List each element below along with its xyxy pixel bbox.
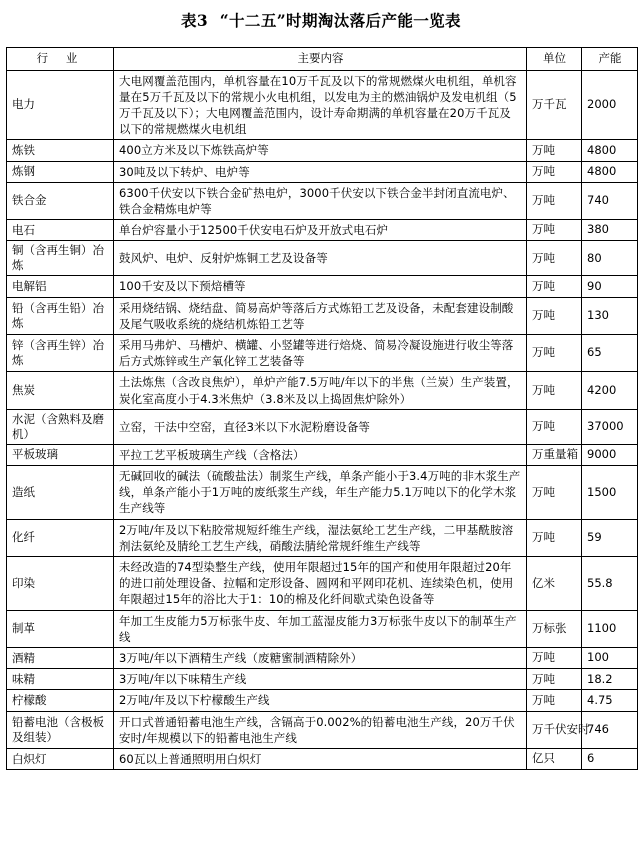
- cell-capacity: 100: [582, 647, 638, 668]
- table-row: [7, 182, 638, 219]
- column-header-industry: 行 业: [7, 48, 114, 71]
- cell-unit: 万吨: [527, 465, 582, 519]
- table-row: [7, 647, 638, 668]
- cell-unit: 万千伏安时: [527, 711, 582, 748]
- table-container: [6, 47, 637, 770]
- cell-industry: 制革: [7, 610, 114, 647]
- cell-capacity: 1500: [582, 465, 638, 519]
- cell-content: 土法炼焦（含改良焦炉），单炉产能7.5万吨/年以下的半焦（兰炭）生产装置，炭化室高度小于4.3米焦炉（3.8米及以上捣固焦炉除外）: [114, 372, 527, 409]
- cell-unit: 万吨: [527, 409, 582, 444]
- cell-capacity: 55.8: [582, 556, 638, 610]
- cell-industry: 酒精: [7, 647, 114, 668]
- cell-industry: 电力: [7, 70, 114, 140]
- cell-industry: 炼钢: [7, 161, 114, 182]
- cell-capacity: 1100: [582, 610, 638, 647]
- cell-unit: 万标张: [527, 610, 582, 647]
- cell-content: 6300千伏安以下铁合金矿热电炉，3000千伏安以下铁合金半封闭直流电炉、铁合金精炼电炉等: [114, 182, 527, 219]
- cell-industry: 锌（含再生锌）冶炼: [7, 334, 114, 371]
- cell-content: 3万吨/年以下酒精生产线（废糖蜜制酒精除外）: [114, 647, 527, 668]
- cell-unit: 亿只: [527, 749, 582, 770]
- cell-content: 采用马弗炉、马槽炉、横罐、小竖罐等进行焙烧、简易冷凝设施进行收尘等落后方式炼锌或生产氧化锌工艺装备等: [114, 334, 527, 371]
- cell-content: 年加工生皮能力5万标张牛皮、年加工蓝湿皮能力3万标张牛皮以下的制革生产线: [114, 610, 527, 647]
- cell-content: 平拉工艺平板玻璃生产线（含格法）: [114, 444, 527, 465]
- cell-unit: 万吨: [527, 276, 582, 297]
- column-header-unit: 单位: [527, 48, 582, 71]
- cell-capacity: 80: [582, 241, 638, 276]
- table-row: [7, 161, 638, 182]
- cell-unit: 亿米: [527, 556, 582, 610]
- cell-capacity: 380: [582, 220, 638, 241]
- cell-content: 大电网覆盖范围内，单机容量在10万千瓦及以下的常规燃煤火电机组，单机容量在5万千瓦及以下的常规小火电机组，以发电为主的燃油锅炉及发电机组（5万千瓦及以下）；大电网覆盖范围内，设计寿命期满的单机容量在20万千瓦及以下的常规燃煤火电机组: [114, 70, 527, 140]
- table-row: [7, 556, 638, 610]
- cell-content: 鼓风炉、电炉、反射炉炼铜工艺及设备等: [114, 241, 527, 276]
- cell-industry: 电石: [7, 220, 114, 241]
- cell-content: 无碱回收的碱法（硫酸盐法）制浆生产线，单条产能小于3.4万吨的非木浆生产线，单条产能小于1万吨的废纸浆生产线，年生产能力5.1万吨以下的化学木浆生产线等: [114, 465, 527, 519]
- column-header-content: 主要内容: [114, 48, 527, 71]
- cell-unit: 万吨: [527, 182, 582, 219]
- table-row: [7, 334, 638, 371]
- cell-content: 开口式普通铅蓄电池生产线，含镉高于0.002%的铅蓄电池生产线，20万千伏安时/年规模以下的铅蓄电池生产线: [114, 711, 527, 748]
- cell-unit: 万吨: [527, 334, 582, 371]
- cell-industry: 化纤: [7, 519, 114, 556]
- table-row: [7, 519, 638, 556]
- table-row: [7, 241, 638, 276]
- cell-capacity: 4200: [582, 372, 638, 409]
- cell-industry: 铅蓄电池（含极板及组装）: [7, 711, 114, 748]
- cell-capacity: 130: [582, 297, 638, 334]
- cell-industry: 铁合金: [7, 182, 114, 219]
- page-title: 表3 “十二五”时期淘汰落后产能一览表: [181, 11, 461, 30]
- cell-unit: 万吨: [527, 297, 582, 334]
- cell-capacity: 746: [582, 711, 638, 748]
- cell-unit: 万吨: [527, 372, 582, 409]
- cell-capacity: 90: [582, 276, 638, 297]
- table-row: [7, 465, 638, 519]
- cell-content: 单台炉容量小于12500千伏安电石炉及开放式电石炉: [114, 220, 527, 241]
- cell-industry: 味精: [7, 669, 114, 690]
- table-row: [7, 409, 638, 444]
- cell-capacity: 2000: [582, 70, 638, 140]
- cell-industry: 炼铁: [7, 140, 114, 161]
- cell-unit: 万吨: [527, 669, 582, 690]
- cell-content: 2万吨/年及以下粘胶常规短纤维生产线，湿法氨纶工艺生产线，二甲基酰胺溶剂法氨纶及腈纶工艺生产线，硝酸法腈纶常规纤维生产线等: [114, 519, 527, 556]
- cell-content: 立窑，干法中空窑，直径3米以下水泥粉磨设备等: [114, 409, 527, 444]
- obsolete-capacity-table: [6, 47, 638, 770]
- cell-content: 采用烧结锅、烧结盘、简易高炉等落后方式炼铅工艺及设备，未配套建设制酸及尾气吸收系统的烧结机炼铅工艺等: [114, 297, 527, 334]
- cell-unit: 万吨: [527, 519, 582, 556]
- cell-unit: 万吨: [527, 241, 582, 276]
- cell-capacity: 4.75: [582, 690, 638, 711]
- cell-content: 2万吨/年及以下柠檬酸生产线: [114, 690, 527, 711]
- cell-unit: 万千瓦: [527, 70, 582, 140]
- cell-industry: 水泥（含熟料及磨机）: [7, 409, 114, 444]
- cell-capacity: 740: [582, 182, 638, 219]
- cell-content: 30吨及以下转炉、电炉等: [114, 161, 527, 182]
- cell-unit: 万吨: [527, 647, 582, 668]
- table-row: [7, 70, 638, 140]
- table-body: [7, 70, 638, 770]
- cell-capacity: 4800: [582, 140, 638, 161]
- table-row: [7, 220, 638, 241]
- cell-content: 100千安及以下预焙槽等: [114, 276, 527, 297]
- table-row: [7, 140, 638, 161]
- cell-capacity: 9000: [582, 444, 638, 465]
- table-row: [7, 669, 638, 690]
- table-row: [7, 444, 638, 465]
- cell-industry: 焦炭: [7, 372, 114, 409]
- cell-content: 3万吨/年以下味精生产线: [114, 669, 527, 690]
- table-row: [7, 610, 638, 647]
- table-row: [7, 749, 638, 770]
- table-row: [7, 372, 638, 409]
- table-header: [7, 48, 638, 71]
- column-header-capacity: 产能: [582, 48, 638, 71]
- cell-industry: 电解铝: [7, 276, 114, 297]
- cell-capacity: 65: [582, 334, 638, 371]
- cell-unit: 万吨: [527, 220, 582, 241]
- table-header-row: [7, 48, 638, 71]
- cell-industry: 印染: [7, 556, 114, 610]
- cell-capacity: 6: [582, 749, 638, 770]
- cell-industry: 柠檬酸: [7, 690, 114, 711]
- table-row: [7, 276, 638, 297]
- cell-content: 未经改造的74型染整生产线，使用年限超过15年的国产和使用年限超过20年的进口前处理设备、拉幅和定形设备、圆网和平网印花机、连续染色机，使用年限超过15年的浴比大于1：10的棉及化纤间歇式染色设备等: [114, 556, 527, 610]
- table-row: [7, 711, 638, 748]
- cell-content: 60瓦以上普通照明用白炽灯: [114, 749, 527, 770]
- cell-unit: 万重量箱: [527, 444, 582, 465]
- cell-unit: 万吨: [527, 690, 582, 711]
- cell-industry: 白炽灯: [7, 749, 114, 770]
- cell-unit: 万吨: [527, 140, 582, 161]
- cell-capacity: 4800: [582, 161, 638, 182]
- cell-capacity: 59: [582, 519, 638, 556]
- cell-unit: 万吨: [527, 161, 582, 182]
- cell-industry: 铅（含再生铅）冶炼: [7, 297, 114, 334]
- table-row: [7, 297, 638, 334]
- cell-industry: 造纸: [7, 465, 114, 519]
- cell-capacity: 18.2: [582, 669, 638, 690]
- cell-content: 400立方米及以下炼铁高炉等: [114, 140, 527, 161]
- cell-industry: 平板玻璃: [7, 444, 114, 465]
- cell-industry: 铜（含再生铜）冶炼: [7, 241, 114, 276]
- table-row: [7, 690, 638, 711]
- cell-capacity: 37000: [582, 409, 638, 444]
